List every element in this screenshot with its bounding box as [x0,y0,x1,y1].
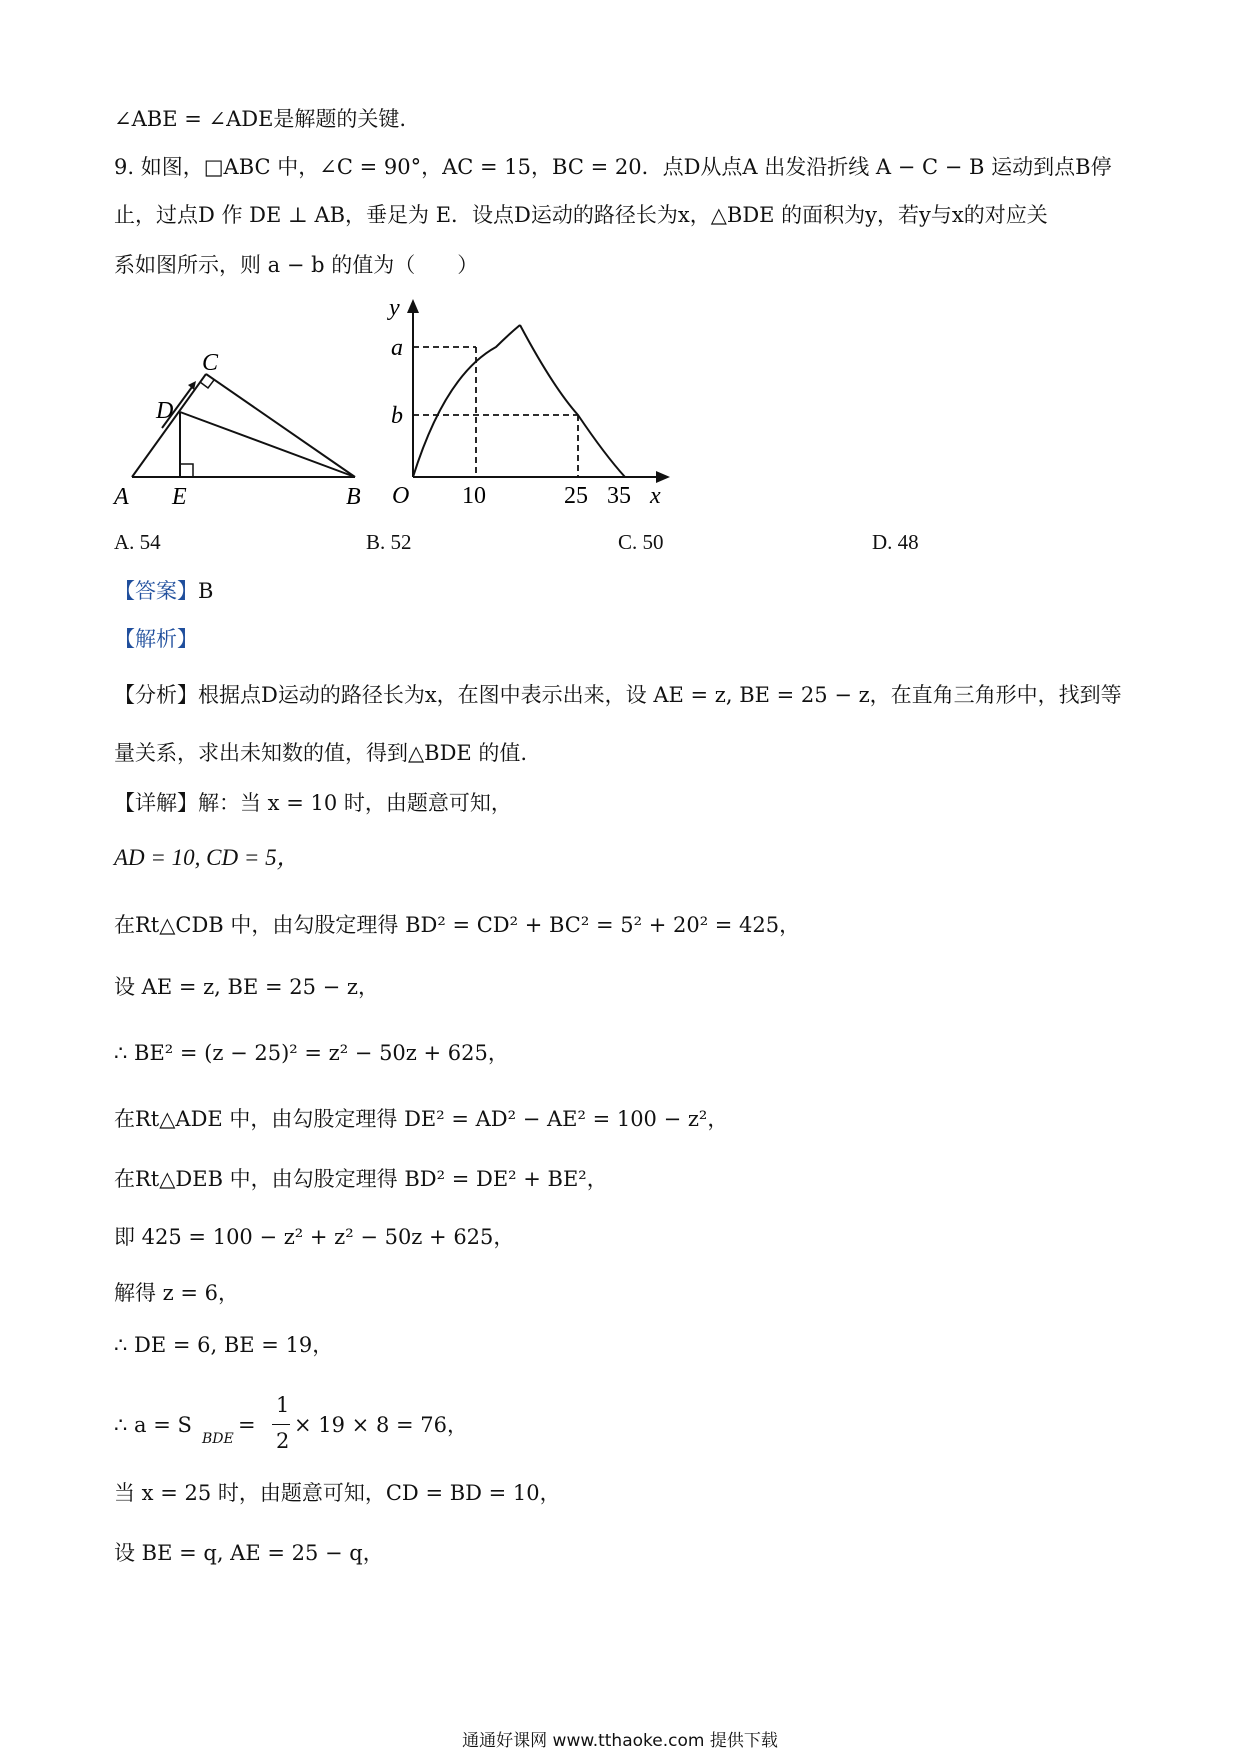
analysis-tag: 【解析】 [114,627,198,651]
text-line: ∠ABE = ∠ADE是解题的关键. [114,107,407,131]
question-9-line-3: 系如图所示，则 a − b 的值为（ ） [114,253,479,277]
label-C: C [202,350,219,376]
solution-line-3: 在Rt△CDB 中，由勾股定理得 BD² = CD² + BC² = 5² + 20² = 425， [114,913,801,937]
equals-sign: = [238,1413,256,1437]
label-E: E [172,484,187,510]
curve-falling [520,325,625,477]
analysis-line-1: 【分析】根据点D运动的路径长为x，在图中表示出来，设 AE = z, BE = 25 − z，在直角三角形中，找到等 [114,683,1122,707]
solution-line-2: AD = 10, CD = 5， [114,845,300,870]
footer-watermark: 通通好课网 www.tthaoke.com 提供下载 [462,1731,778,1751]
a-label: a [391,335,403,361]
solution-line-10: ∴ DE = 6, BE = 19， [114,1333,334,1357]
origin-label: O [392,483,410,509]
y-axis-label: y [389,295,400,321]
area-expression: ∴ a = S [114,1413,192,1437]
area-subscript: BDE [202,1431,234,1447]
fraction-denominator: 2 [276,1429,290,1453]
solution-line-9: 解得 z = 6， [114,1281,240,1305]
option-d: D. 48 [872,530,919,554]
x-axis-label: x [650,483,661,509]
solution-line-8: 即 425 = 100 − z² + z² − 50z + 625， [114,1225,515,1249]
solution-line-1: 【详解】解：当 x = 10 时，由题意可知， [114,791,512,815]
solution-line-6: 在Rt△ADE 中，由勾股定理得 DE² = AD² − AE² = 100 − z²， [114,1107,729,1131]
solution-line-13: 设 BE = q, AE = 25 − q， [114,1541,384,1565]
solution-line-4: 设 AE = z, BE = 25 − z， [114,975,379,999]
triangle-figure [110,340,380,515]
analysis-line-2: 量关系，求出未知数的值，得到△BDE 的值. [114,741,528,765]
option-b: B. 52 [366,530,412,554]
answer-line [114,576,213,606]
fraction-numerator: 1 [276,1393,290,1417]
solution-line-5: ∴ BE² = (z − 25)² = z² − 50z + 625， [114,1041,509,1065]
label-B: B [346,484,361,510]
fraction-bar [272,1424,290,1425]
answer-value: B [198,579,214,603]
answer-tag: 【答案】 [114,579,198,603]
question-9-line-1: 9. 如图，□ABC 中，∠C = 90°，AC = 15，BC = 20．点D从点A 出发沿折线 A − C − B 运动到点B停 [114,155,1112,179]
x-tick-25: 25 [564,483,588,509]
label-A: A [114,484,129,510]
solution-line-7: 在Rt△DEB 中，由勾股定理得 BD² = DE² + BE²， [114,1167,608,1191]
solution-line-12: 当 x = 25 时，由题意可知，CD = BD = 10， [114,1481,561,1505]
option-a: A. 54 [114,530,161,554]
area-result: × 19 × 8 = 76， [294,1413,468,1437]
label-D: D [156,398,174,424]
option-c: C. 50 [618,530,664,554]
question-9-line-2: 止，过点D 作 DE ⊥ AB，垂足为 E．设点D运动的路径长为x，△BDE 的面积为y，若y与x的对应关 [114,203,1048,227]
function-graph [375,295,675,515]
x-tick-35: 35 [607,483,631,509]
x-tick-10: 10 [462,483,486,509]
b-label: b [391,403,403,429]
